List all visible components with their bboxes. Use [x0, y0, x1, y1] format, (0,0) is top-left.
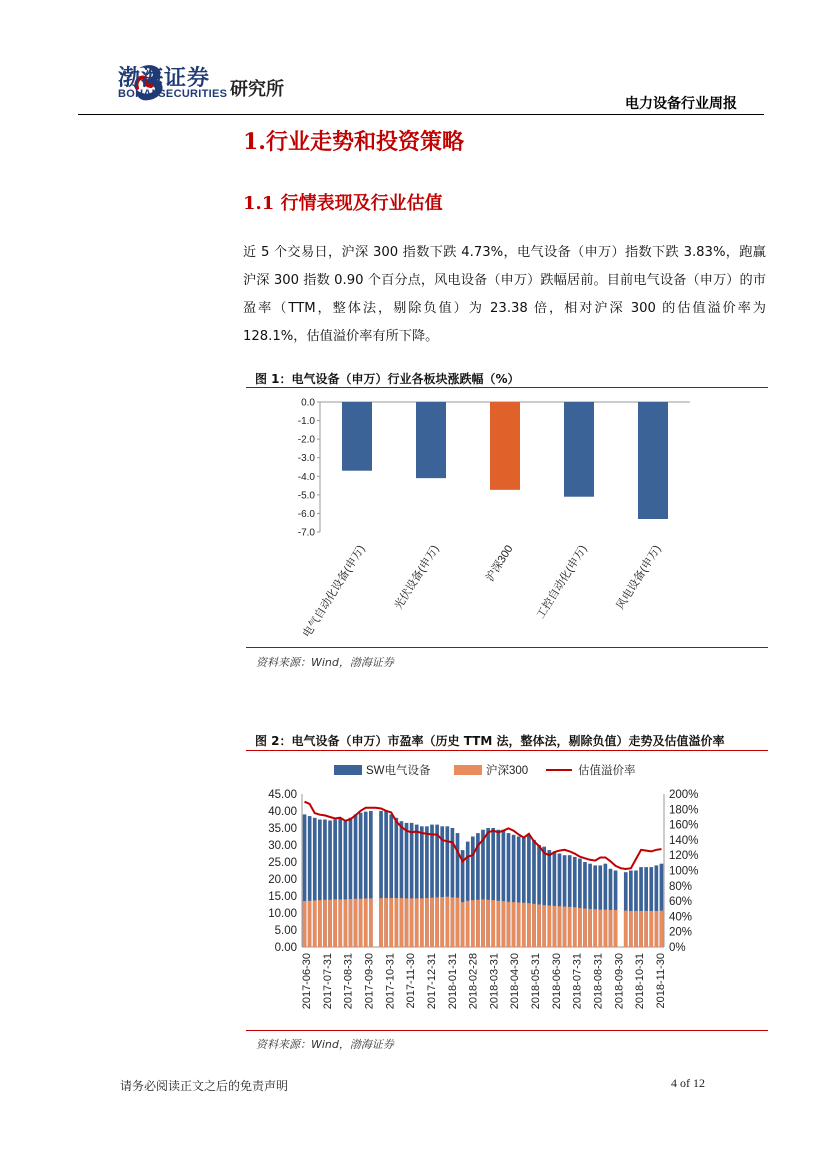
bar-2	[490, 402, 520, 490]
hs300-bar-50	[558, 906, 562, 947]
y-left-tick-label: 30.00	[268, 840, 297, 852]
hs300-bar-5	[328, 900, 332, 947]
y-left-tick-label: 25.00	[268, 857, 297, 869]
hs300-bar-39	[502, 901, 506, 947]
hs300-bar-8	[344, 899, 348, 947]
hs300-bar-51	[563, 907, 567, 947]
hs300-bar-55	[583, 909, 587, 947]
figure2-source: 资料来源：Wind，渤海证券	[256, 1038, 394, 1051]
hs300-bar-36	[486, 900, 490, 947]
brand-name-cn: 渤海证券	[118, 65, 211, 91]
y-left-tick-label: 20.00	[268, 874, 297, 886]
y-right-tick-label: 60%	[669, 896, 693, 909]
hs300-bar-60	[609, 910, 613, 947]
x-tick-label: 2017-07-31	[321, 953, 334, 1010]
hs300-bar-4	[323, 900, 327, 947]
hs300-bar-52	[568, 907, 572, 947]
bar-3	[564, 402, 594, 497]
hs300-bar-47	[542, 905, 546, 947]
y-tick-label: -6.0	[297, 508, 315, 520]
y-left-tick-label: 0.00	[274, 942, 297, 954]
x-tick-label: 2018-04-30	[509, 953, 522, 1010]
hs300-bar-34	[476, 900, 480, 947]
page-number: 4 of 12	[671, 1076, 705, 1090]
figure1-bar-chart	[246, 390, 768, 646]
x-tick-label: 2018-01-31	[446, 953, 459, 1010]
subsection-heading: 1.1 行情表现及行业估值	[243, 193, 443, 214]
x-tick-label: 2017-10-31	[384, 953, 397, 1010]
x-tick-label: 电气自动化设备(申万)	[301, 543, 368, 640]
hs300-bar-28	[445, 897, 449, 947]
hs300-bar-31	[461, 902, 465, 947]
hs300-bar-46	[537, 905, 541, 948]
body-paragraph: 近 5 个交易日，沪深 300 指数下跌 4.73%，电气设备（申万）指数下跌 3.83%，跑赢沪深 300 指数 0.90 个百分点，风电设备（申万）跌幅居前。目前电气设备（申万）的市盈率（TTM，整体法，剔除负值）为 23.38 倍，相对沪深 300 的估值溢价率为 128.1%，估值溢价率有所下降。	[243, 245, 766, 344]
x-tick-label: 2018-05-31	[530, 953, 543, 1010]
hs300-bar-59	[604, 910, 608, 947]
hs300-bar-54	[578, 908, 582, 947]
hs300-bar-61	[614, 910, 618, 947]
institute-label: 研究所	[230, 79, 284, 100]
hs300-bar-38	[496, 901, 500, 947]
x-tick-label: 2018-08-31	[592, 953, 605, 1010]
y-tick-label: -3.0	[297, 453, 315, 465]
figure2-bottom-rule	[246, 1030, 768, 1031]
hs300-bar-57	[593, 909, 597, 947]
hs300-bar-21	[410, 898, 414, 947]
y-left-tick-label: 40.00	[268, 806, 297, 818]
hs300-bar-63	[624, 911, 628, 947]
bar-4	[638, 402, 668, 519]
x-tick-label: 2017-09-30	[363, 953, 376, 1010]
y-right-tick-label: 40%	[669, 911, 693, 924]
x-tick-label: 2018-02-28	[467, 953, 480, 1010]
hs300-bar-48	[547, 906, 551, 947]
y-tick-label: -1.0	[297, 416, 315, 428]
hs300-bar-45	[532, 904, 536, 947]
figure2-top-rule	[246, 750, 768, 751]
x-tick-label: 2018-11-30	[655, 953, 667, 1009]
hs300-bar-27	[440, 897, 444, 947]
hs300-bar-33	[471, 900, 475, 947]
hs300-bar-6	[333, 899, 337, 947]
figure2-title: 图 2：电气设备（申万）市盈率（历史 TTM 法，整体法，剔除负值）走势及估值溢价率	[255, 734, 725, 748]
report-type-label: 电力设备行业周报	[625, 96, 737, 112]
hs300-bar-1	[308, 901, 312, 947]
hs300-bar-13	[369, 898, 373, 947]
y-right-tick-label: 180%	[669, 804, 699, 817]
hs300-bar-15	[379, 898, 383, 947]
y-right-tick-label: 120%	[669, 850, 699, 863]
y-tick-label: -7.0	[297, 527, 315, 539]
header-divider	[78, 114, 764, 115]
hs300-bar-41	[512, 902, 516, 947]
hs300-bar-16	[384, 898, 388, 947]
y-left-tick-label: 45.00	[268, 789, 297, 801]
section-heading: 1.行业走势和投资策略	[243, 129, 464, 155]
hs300-bar-68	[649, 911, 653, 947]
bar-0	[342, 402, 372, 471]
y-tick-label: -4.0	[297, 471, 315, 483]
figure1-top-rule	[246, 387, 768, 388]
x-tick-label: 2018-07-31	[571, 953, 584, 1010]
bar-1	[416, 402, 446, 478]
hs300-bar-0	[303, 901, 307, 947]
hs300-bar-42	[517, 902, 521, 947]
hs300-bar-40	[507, 902, 511, 947]
hs300-bar-17	[389, 898, 393, 947]
figure1-source: 资料来源：Wind，渤海证券	[256, 656, 394, 669]
hs300-bar-2	[313, 900, 317, 947]
hs300-bar-53	[573, 907, 577, 947]
x-tick-label: 2018-06-30	[550, 953, 563, 1010]
hs300-bar-7	[338, 899, 342, 947]
hs300-bar-43	[522, 903, 526, 947]
y-right-tick-label: 0%	[669, 942, 686, 954]
x-tick-label: 2018-03-31	[488, 953, 501, 1010]
hs300-bar-30	[456, 898, 460, 947]
hs300-bar-65	[634, 911, 638, 947]
legend-swatch-1	[454, 765, 482, 775]
x-tick-label: 2018-09-30	[613, 953, 626, 1010]
hs300-bar-12	[364, 898, 368, 947]
hs300-bar-25	[430, 898, 434, 947]
legend-label-2: 估值溢价率	[578, 765, 636, 777]
hs300-bar-69	[655, 911, 659, 947]
legend-label-1: 沪深300	[486, 765, 529, 777]
y-right-tick-label: 200%	[669, 789, 699, 801]
y-tick-label: -2.0	[297, 434, 315, 446]
hs300-bar-20	[405, 898, 409, 947]
y-left-tick-label: 35.00	[268, 823, 297, 835]
hs300-bar-22	[415, 898, 419, 947]
hs300-bar-11	[359, 899, 363, 947]
disclaimer-note: 请务必阅读正文之后的免责声明	[120, 1079, 289, 1093]
hs300-bar-10	[354, 899, 358, 947]
legend-label-0: SW电气设备	[366, 765, 431, 777]
x-tick-label: 沪深300	[483, 543, 516, 584]
brand-name-en: BOHAI SECURITIES	[118, 88, 228, 100]
hs300-bar-18	[394, 898, 398, 947]
y-left-tick-label: 5.00	[274, 925, 297, 937]
hs300-bar-9	[349, 899, 353, 947]
hs300-bar-26	[435, 897, 439, 947]
x-tick-label: 2017-12-31	[425, 953, 438, 1010]
x-tick-label: 2017-06-30	[301, 953, 313, 1010]
x-tick-label: 风电设备(申万)	[614, 543, 664, 612]
legend-swatch-0	[334, 765, 362, 775]
x-tick-label: 2017-08-31	[342, 953, 355, 1010]
y-tick-label: 0.0	[301, 397, 315, 409]
x-tick-label: 工控自动化(申万)	[534, 543, 590, 622]
x-tick-label: 光伏设备(申万)	[392, 543, 442, 612]
y-left-tick-label: 10.00	[268, 908, 297, 920]
hs300-bar-19	[400, 898, 404, 947]
x-tick-label: 2017-11-30	[405, 953, 418, 1009]
y-right-tick-label: 80%	[669, 880, 693, 893]
y-left-tick-label: 15.00	[268, 891, 297, 903]
hs300-bar-66	[639, 911, 643, 947]
hs300-bar-67	[644, 911, 648, 947]
figure2-combo-chart	[246, 752, 768, 1028]
hs300-bar-32	[466, 901, 470, 947]
hs300-bar-64	[629, 911, 633, 947]
figure1-title: 图 1：电气设备（申万）行业各板块涨跌幅（%）	[255, 372, 520, 386]
hs300-bar-58	[598, 910, 602, 947]
hs300-bar-3	[318, 900, 322, 947]
hs300-bar-23	[420, 898, 424, 947]
hs300-bar-24	[425, 898, 429, 947]
hs300-bar-44	[527, 903, 531, 947]
x-tick-label: 2018-10-31	[634, 953, 647, 1010]
hs300-bar-37	[491, 900, 495, 947]
y-right-tick-label: 100%	[669, 865, 699, 878]
y-right-tick-label: 20%	[669, 926, 693, 939]
y-right-tick-label: 160%	[669, 819, 699, 832]
y-tick-label: -5.0	[297, 490, 315, 502]
y-right-tick-label: 140%	[669, 834, 699, 847]
hs300-bar-35	[481, 899, 485, 947]
hs300-bar-56	[588, 909, 592, 947]
hs300-bar-49	[553, 906, 557, 947]
hs300-bar-70	[660, 911, 664, 947]
hs300-bar-29	[451, 897, 455, 947]
figure1-bottom-rule	[246, 647, 768, 648]
